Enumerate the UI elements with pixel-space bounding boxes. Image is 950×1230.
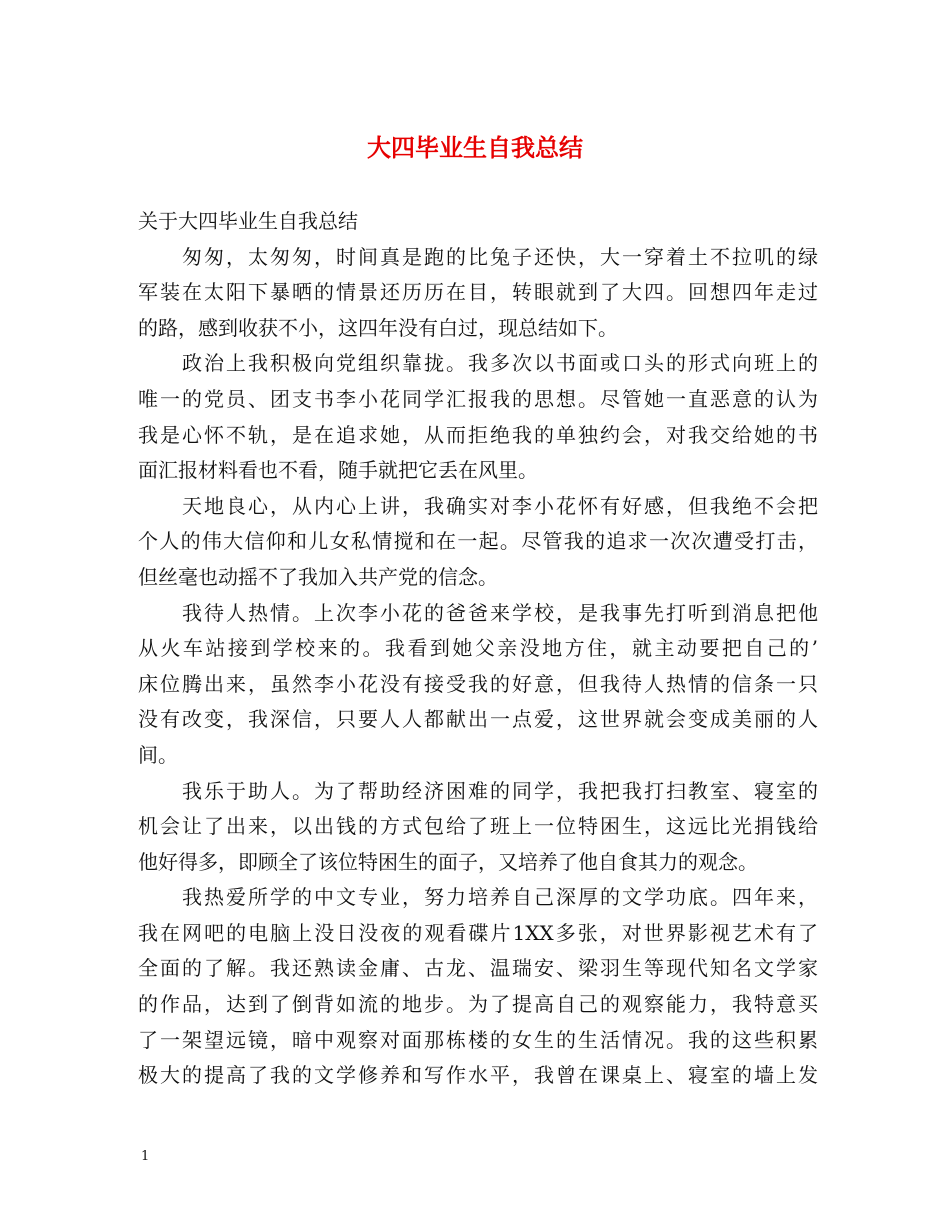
text-line: 从火车站接到学校来的。我看到她父亲没地方住，就主动要把自己的’ xyxy=(138,636,818,661)
text-line: 匆匆，太匆匆，时间真是跑的比兔子还快，大一穿着土不拉叽的绿 xyxy=(138,244,818,269)
text-line: 我是心怀不轨，是在追求她，从而拒绝我的单独约会，对我交给她的书 xyxy=(138,422,818,447)
text-line: 我乐于助人。为了帮助经济困难的同学，我把我打扫教室、寝室的 xyxy=(138,778,818,803)
text-line: 的路，感到收获不小，这四年没有白过，现总结如下。 xyxy=(138,315,618,340)
text-line: 政治上我积极向党组织靠拢。我多次以书面或口头的形式向班上的 xyxy=(138,351,818,376)
text-line: 我热爱所学的中文专业，努力培养自己深厚的文学功底。四年来， xyxy=(138,885,818,910)
text-line: 了一架望远镜，暗中观察对面那栋楼的女生的生活情况。我的这些积累 xyxy=(138,1027,818,1052)
text-line: 全面的了解。我还熟读金庸、古龙、温瑞安、梁羽生等现代知名文学家 xyxy=(138,956,818,981)
text-line: 我待人热情。上次李小花的爸爸来学校，是我事先打听到消息把他 xyxy=(138,600,818,625)
text-line: 的作品，达到了倒背如流的地步。为了提高自己的观察能力，我特意买 xyxy=(138,992,818,1017)
text-line: 但丝毫也动摇不了我加入共产党的信念。 xyxy=(138,564,498,589)
text-line: 天地良心，从内心上讲，我确实对李小花怀有好感，但我绝不会把 xyxy=(138,493,818,518)
text-line: 没有改变，我深信，只要人人都献出一点爱，这世界就会变成美丽的人 xyxy=(138,707,818,732)
page-number: 1 xyxy=(141,1149,150,1164)
document-subtitle: 关于大四毕业生自我总结 xyxy=(138,209,358,233)
text-line: 唯一的党员、团支书李小花同学汇报我的思想。尽管她一直恶意的认为 xyxy=(138,386,818,411)
text-line: 个人的伟大信仰和儿女私情搅和在一起。尽管我的追求一次次遭受打击， xyxy=(138,529,818,554)
document-body xyxy=(138,204,818,1094)
text-line: 床位腾出来，虽然李小花没有接受我的好意，但我待人热情的信条一只 xyxy=(138,671,818,696)
text-line: 我在网吧的电脑上没日没夜的观看碟片1XX多张，对世界影视艺术有了 xyxy=(138,920,818,945)
text-line: 间。 xyxy=(138,742,178,767)
text-line: 极大的提高了我的文学修养和写作水平，我曾在课桌上、寝室的墙上发 xyxy=(138,1063,818,1088)
text-line: 军装在太阳下暴晒的情景还历历在目，转眼就到了大四。回想四年走过 xyxy=(138,280,818,305)
text-line: 他好得多，即顾全了该位特困生的面子，又培养了他自食其力的观念。 xyxy=(138,849,758,874)
document-title: 大四毕业生自我总结 xyxy=(367,133,583,162)
text-line: 面汇报材料看也不看，随手就把它丢在风里。 xyxy=(138,458,538,483)
text-line: 机会让了出来，以出钱的方式包给了班上一位特困生，这远比光捐钱给 xyxy=(138,814,818,839)
